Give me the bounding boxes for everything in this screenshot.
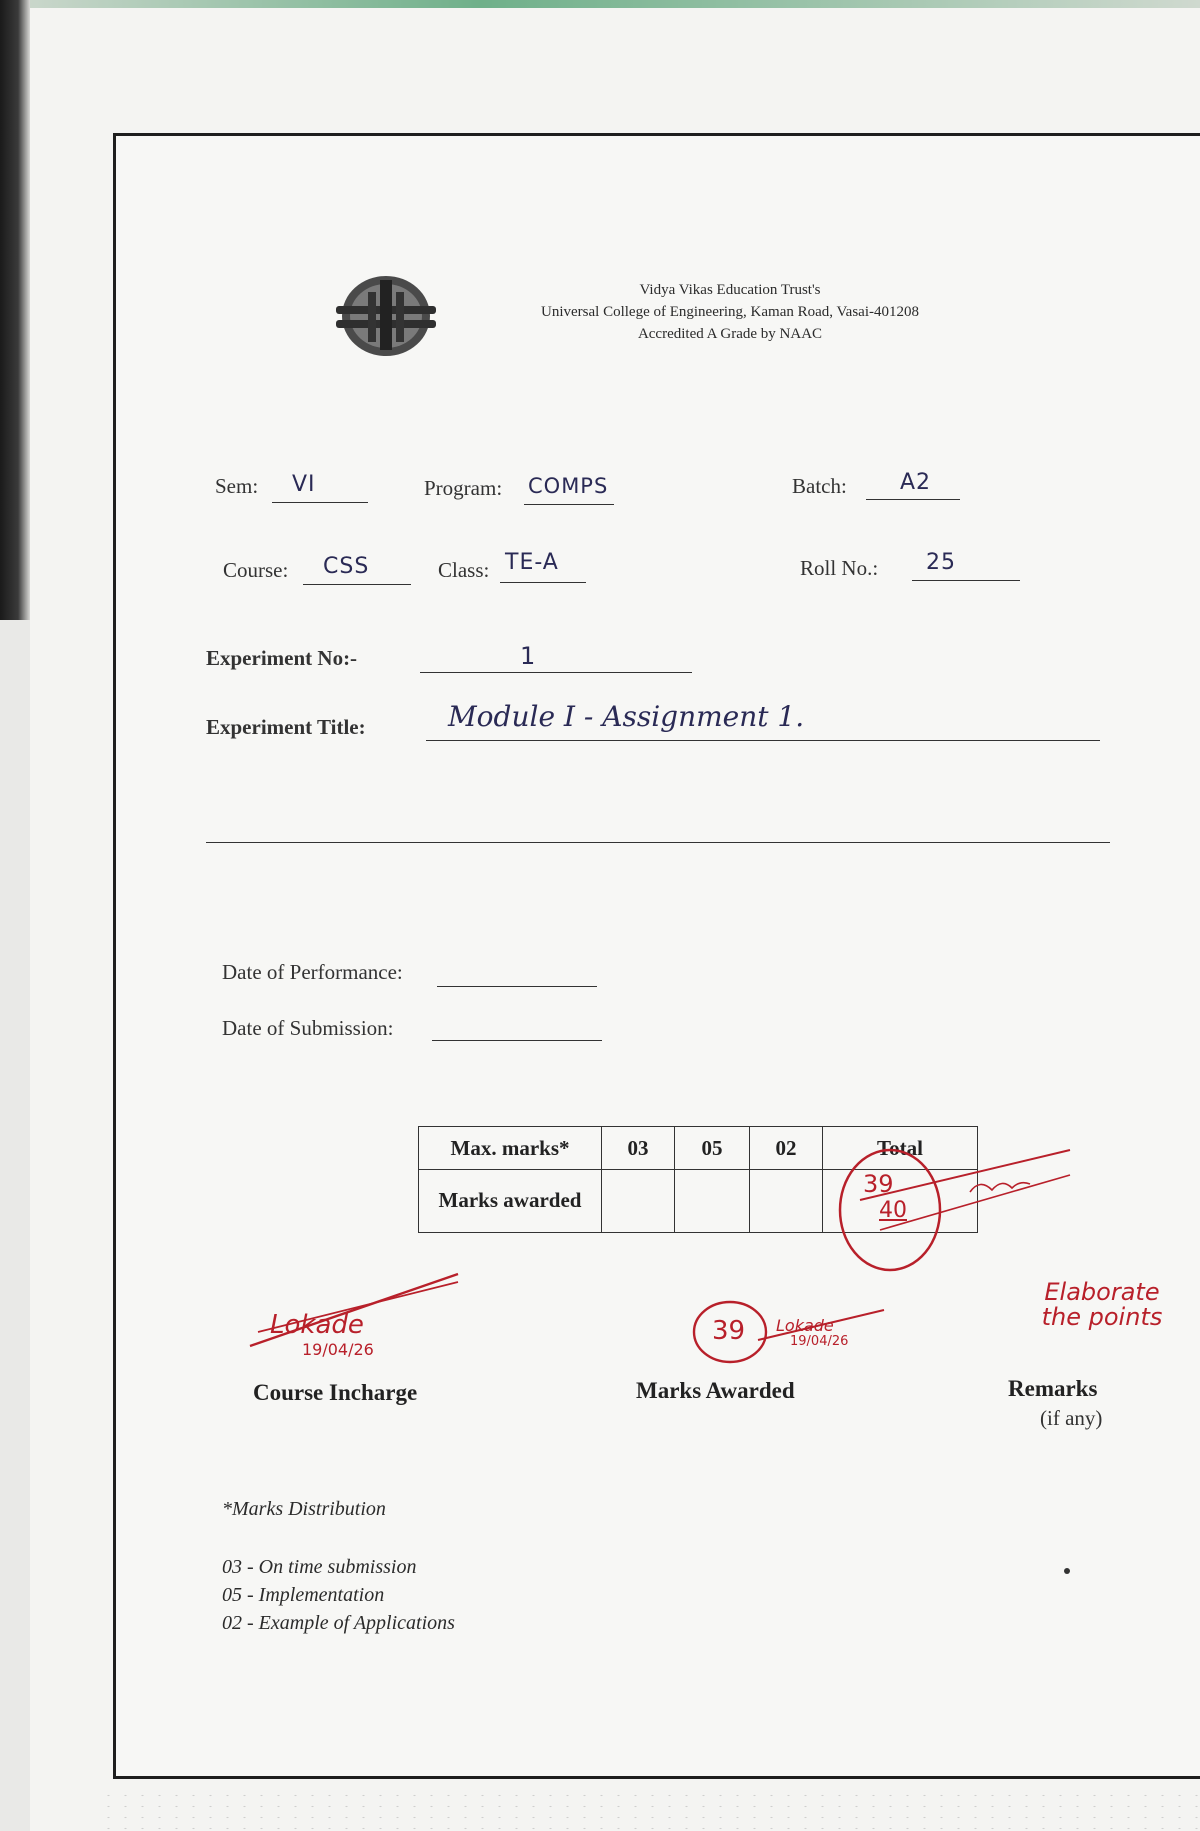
total-out-of-value: 40	[879, 1198, 907, 1223]
experiment-title-value: Module I - Assignment 1.	[448, 700, 805, 733]
remark-handwritten: Elaborate the points	[1041, 1278, 1163, 1332]
class-line	[500, 582, 586, 583]
header-text	[450, 280, 1010, 345]
experiment-no-label: Experiment No:-	[206, 646, 358, 670]
max-marks-submission: 03	[602, 1127, 675, 1170]
experiment-title-line	[426, 740, 1100, 741]
batch-line	[866, 499, 960, 500]
remarks-note: (if any)	[1040, 1406, 1103, 1430]
left-shadow	[0, 0, 30, 620]
distribution-item: 02 - Example of Applications	[222, 1612, 455, 1634]
batch-label: Batch:	[792, 474, 847, 498]
college-logo-icon	[330, 270, 442, 362]
max-marks-label: Max. marks*	[419, 1127, 602, 1170]
class-value: TE-A	[505, 550, 559, 575]
awarded-implementation	[675, 1170, 750, 1233]
batch-value: A2	[900, 470, 932, 495]
distribution-item: 05 - Implementation	[222, 1584, 385, 1606]
awarded-submission	[602, 1170, 675, 1233]
experiment-title-label: Experiment Title:	[206, 715, 366, 739]
marks-awarded-date: 19/04/26	[790, 1334, 849, 1349]
awarded-examples	[750, 1170, 823, 1233]
date-performance-line	[437, 986, 597, 987]
college-header	[330, 268, 1010, 368]
date-performance-label: Date of Performance:	[222, 960, 403, 984]
scan-noise	[100, 1790, 1200, 1830]
distribution-item: 03 - On time submission	[222, 1556, 417, 1578]
course-line	[303, 584, 411, 585]
roll-line	[912, 580, 1020, 581]
date-submission-line	[432, 1040, 602, 1041]
program-line	[524, 504, 614, 505]
roll-value: 25	[926, 550, 956, 575]
class-label: Class:	[438, 558, 490, 582]
program-value: COMPS	[528, 474, 609, 498]
college-name: Universal College of Engineering, Kaman Road, Vasai-401208	[541, 303, 919, 320]
marks-awarded-value: 39	[712, 1316, 746, 1346]
red-total-circle-icon	[820, 1120, 1080, 1280]
distribution-title: *Marks Distribution	[222, 1498, 386, 1520]
course-value: CSS	[323, 554, 370, 579]
roll-label: Roll No.:	[800, 556, 879, 580]
ink-dot	[1064, 1568, 1070, 1574]
course-incharge-label: Course Incharge	[253, 1380, 418, 1405]
marks-awarded-label: Marks Awarded	[636, 1378, 795, 1403]
experiment-no-value: 1	[520, 642, 537, 670]
sem-line	[272, 502, 368, 503]
total-label: Total	[823, 1127, 978, 1170]
max-marks-implementation: 05	[675, 1127, 750, 1170]
remarks-label: Remarks	[1008, 1376, 1098, 1401]
top-edge-strip	[0, 0, 1200, 8]
course-label: Course:	[223, 558, 289, 582]
marks-awarded-signature: Lokade	[776, 1316, 834, 1335]
date-submission-label: Date of Submission:	[222, 1016, 394, 1040]
form-border	[113, 133, 1200, 1779]
total-awarded-value: 39	[863, 1170, 894, 1198]
experiment-no-line	[420, 672, 692, 673]
experiment-title-line-2	[206, 842, 1110, 843]
sem-label: Sem:	[215, 474, 259, 498]
course-incharge-signature: Lokade	[270, 1310, 364, 1340]
marks-awarded-label: Marks awarded	[419, 1170, 602, 1233]
program-label: Program:	[424, 476, 503, 500]
accreditation: Accredited A Grade by NAAC	[637, 325, 823, 342]
sem-value: VI	[292, 472, 316, 497]
max-marks-examples: 02	[750, 1127, 823, 1170]
course-incharge-date: 19/04/26	[302, 1340, 374, 1359]
trust-name: Vidya Vikas Education Trust's	[639, 282, 821, 298]
